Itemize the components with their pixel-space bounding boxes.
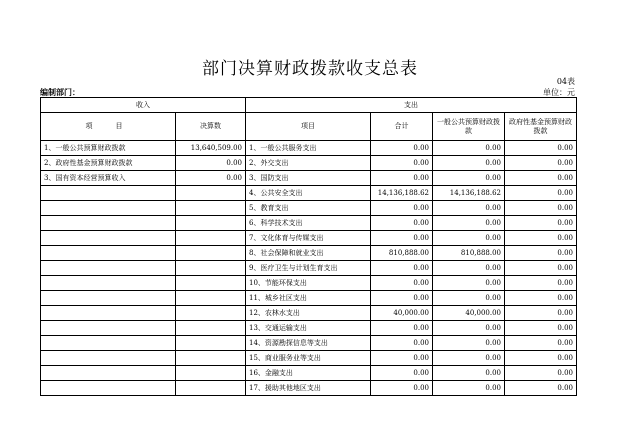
income-value-cell: 0.00	[176, 156, 246, 171]
table-row	[41, 231, 577, 246]
expense-general-cell: 0.00	[433, 366, 505, 381]
expense-item-cell: 7、文化体育与传媒支出	[246, 231, 371, 246]
income-item-cell	[41, 186, 176, 201]
expense-item-cell: 11、城乡社区支出	[246, 291, 371, 306]
dept-label: 编制部门：	[40, 87, 80, 97]
total-header: 合计	[371, 113, 433, 141]
income-item-cell	[41, 291, 176, 306]
income-item-cell	[41, 336, 176, 351]
expense-general-cell: 0.00	[433, 171, 505, 186]
expense-total-cell: 0.00	[371, 201, 433, 216]
expense-item-cell: 10、节能环保支出	[246, 276, 371, 291]
income-item-cell	[41, 351, 176, 366]
expense-total-cell: 0.00	[371, 291, 433, 306]
income-header: 收入	[41, 98, 246, 113]
income-value-cell	[176, 186, 246, 201]
table-row	[41, 141, 577, 156]
expense-general-cell: 0.00	[433, 321, 505, 336]
expense-general-cell: 0.00	[433, 201, 505, 216]
expense-item-cell: 12、农林水支出	[246, 306, 371, 321]
expense-item-cell: 14、资源勘探信息等支出	[246, 336, 371, 351]
income-item-cell	[41, 261, 176, 276]
table-row	[41, 216, 577, 231]
expense-total-cell: 0.00	[371, 276, 433, 291]
income-value-cell	[176, 321, 246, 336]
expense-general-cell: 0.00	[433, 156, 505, 171]
expense-total-cell: 0.00	[371, 141, 433, 156]
expense-item-cell: 13、交通运输支出	[246, 321, 371, 336]
expense-total-cell: 0.00	[371, 216, 433, 231]
income-item-header: 项 目	[41, 113, 176, 141]
expense-fund-cell: 0.00	[505, 141, 577, 156]
expense-item-cell: 17、援助其他地区支出	[246, 381, 371, 396]
expense-fund-cell: 0.00	[505, 306, 577, 321]
expense-total-cell: 0.00	[371, 321, 433, 336]
expense-total-cell: 40,000.00	[371, 306, 433, 321]
expense-total-cell: 0.00	[371, 156, 433, 171]
expense-fund-cell: 0.00	[505, 156, 577, 171]
expense-fund-cell: 0.00	[505, 246, 577, 261]
expense-item-cell: 9、医疗卫生与计划生育支出	[246, 261, 371, 276]
expense-general-cell: 810,888.00	[433, 246, 505, 261]
expense-item-cell: 4、公共安全支出	[246, 186, 371, 201]
table-row	[41, 321, 577, 336]
table-row	[41, 201, 577, 216]
income-item-cell	[41, 381, 176, 396]
table-row	[41, 276, 577, 291]
fiscal-summary-table	[40, 97, 577, 396]
table-row	[41, 186, 577, 201]
expense-item-cell: 6、科学技术支出	[246, 216, 371, 231]
general-budget-header: 一般公共预算财政拨款	[433, 113, 505, 141]
income-item-cell	[41, 276, 176, 291]
income-item-cell: 2、政府性基金预算财政拨款	[41, 156, 176, 171]
expense-general-cell: 0.00	[433, 291, 505, 306]
income-value-cell	[176, 381, 246, 396]
expense-fund-cell: 0.00	[505, 231, 577, 246]
table-row	[41, 336, 577, 351]
table-row	[41, 246, 577, 261]
income-item-cell	[41, 306, 176, 321]
form-number: 04表	[556, 77, 575, 86]
expense-fund-cell: 0.00	[505, 336, 577, 351]
income-value-cell	[176, 336, 246, 351]
expense-item-header: 项目	[246, 113, 371, 141]
expense-header: 支出	[246, 98, 577, 113]
income-value-cell: 0.00	[176, 171, 246, 186]
table-row	[41, 366, 577, 381]
expense-fund-cell: 0.00	[505, 276, 577, 291]
income-value-cell	[176, 246, 246, 261]
expense-total-cell: 0.00	[371, 366, 433, 381]
expense-general-cell: 0.00	[433, 276, 505, 291]
expense-general-cell: 0.00	[433, 231, 505, 246]
expense-general-cell: 0.00	[433, 336, 505, 351]
income-value-cell	[176, 291, 246, 306]
expense-fund-cell: 0.00	[505, 351, 577, 366]
expense-general-cell: 0.00	[433, 261, 505, 276]
expense-fund-cell: 0.00	[505, 216, 577, 231]
expense-total-cell: 0.00	[371, 336, 433, 351]
expense-item-cell: 5、教育支出	[246, 201, 371, 216]
income-value-cell	[176, 351, 246, 366]
income-item-cell	[41, 321, 176, 336]
expense-fund-cell: 0.00	[505, 171, 577, 186]
page-title: 部门决算财政拨款收支总表	[202, 59, 418, 79]
expense-general-cell: 0.00	[433, 351, 505, 366]
expense-item-cell: 16、金融支出	[246, 366, 371, 381]
table-row	[41, 291, 577, 306]
expense-fund-cell: 0.00	[505, 366, 577, 381]
expense-total-cell: 0.00	[371, 351, 433, 366]
expense-general-cell: 0.00	[433, 381, 505, 396]
income-item-cell	[41, 216, 176, 231]
expense-general-cell: 14,136,188.62	[433, 186, 505, 201]
expense-item-cell: 15、商业服务业等支出	[246, 351, 371, 366]
expense-fund-cell: 0.00	[505, 291, 577, 306]
gov-fund-header: 政府性基金预算财政拨款	[505, 113, 577, 141]
income-item-cell: 1、一般公共预算财政拨款	[41, 141, 176, 156]
income-item-cell	[41, 246, 176, 261]
expense-fund-cell: 0.00	[505, 201, 577, 216]
expense-general-cell: 0.00	[433, 141, 505, 156]
income-item-cell: 3、国有资本经营预算收入	[41, 171, 176, 186]
table-row	[41, 351, 577, 366]
expense-total-cell: 810,888.00	[371, 246, 433, 261]
table-row	[41, 381, 577, 396]
income-value-cell	[176, 216, 246, 231]
expense-fund-cell: 0.00	[505, 321, 577, 336]
table-row	[41, 306, 577, 321]
table-row	[41, 261, 577, 276]
income-value-cell	[176, 276, 246, 291]
expense-item-cell: 2、外交支出	[246, 156, 371, 171]
income-value-cell	[176, 231, 246, 246]
expense-total-cell: 0.00	[371, 261, 433, 276]
income-value-cell	[176, 366, 246, 381]
expense-fund-cell: 0.00	[505, 186, 577, 201]
expense-general-cell: 0.00	[433, 216, 505, 231]
expense-total-cell: 0.00	[371, 231, 433, 246]
expense-total-cell: 0.00	[371, 171, 433, 186]
expense-general-cell: 40,000.00	[433, 306, 505, 321]
income-item-cell	[41, 231, 176, 246]
income-value-cell: 13,640,509.00	[176, 141, 246, 156]
expense-item-cell: 8、社会保障和就业支出	[246, 246, 371, 261]
income-value-cell	[176, 306, 246, 321]
income-value-cell	[176, 261, 246, 276]
expense-total-cell: 0.00	[371, 381, 433, 396]
budget-amount-header: 决算数	[176, 113, 246, 141]
income-item-cell	[41, 366, 176, 381]
expense-item-cell: 3、国防支出	[246, 171, 371, 186]
table-row	[41, 156, 577, 171]
income-item-cell	[41, 201, 176, 216]
income-value-cell	[176, 201, 246, 216]
expense-total-cell: 14,136,188.62	[371, 186, 433, 201]
expense-fund-cell: 0.00	[505, 381, 577, 396]
table-row	[41, 171, 577, 186]
expense-fund-cell: 0.00	[505, 261, 577, 276]
unit-label: 单位：元	[543, 88, 575, 97]
expense-item-cell: 1、一般公共服务支出	[246, 141, 371, 156]
